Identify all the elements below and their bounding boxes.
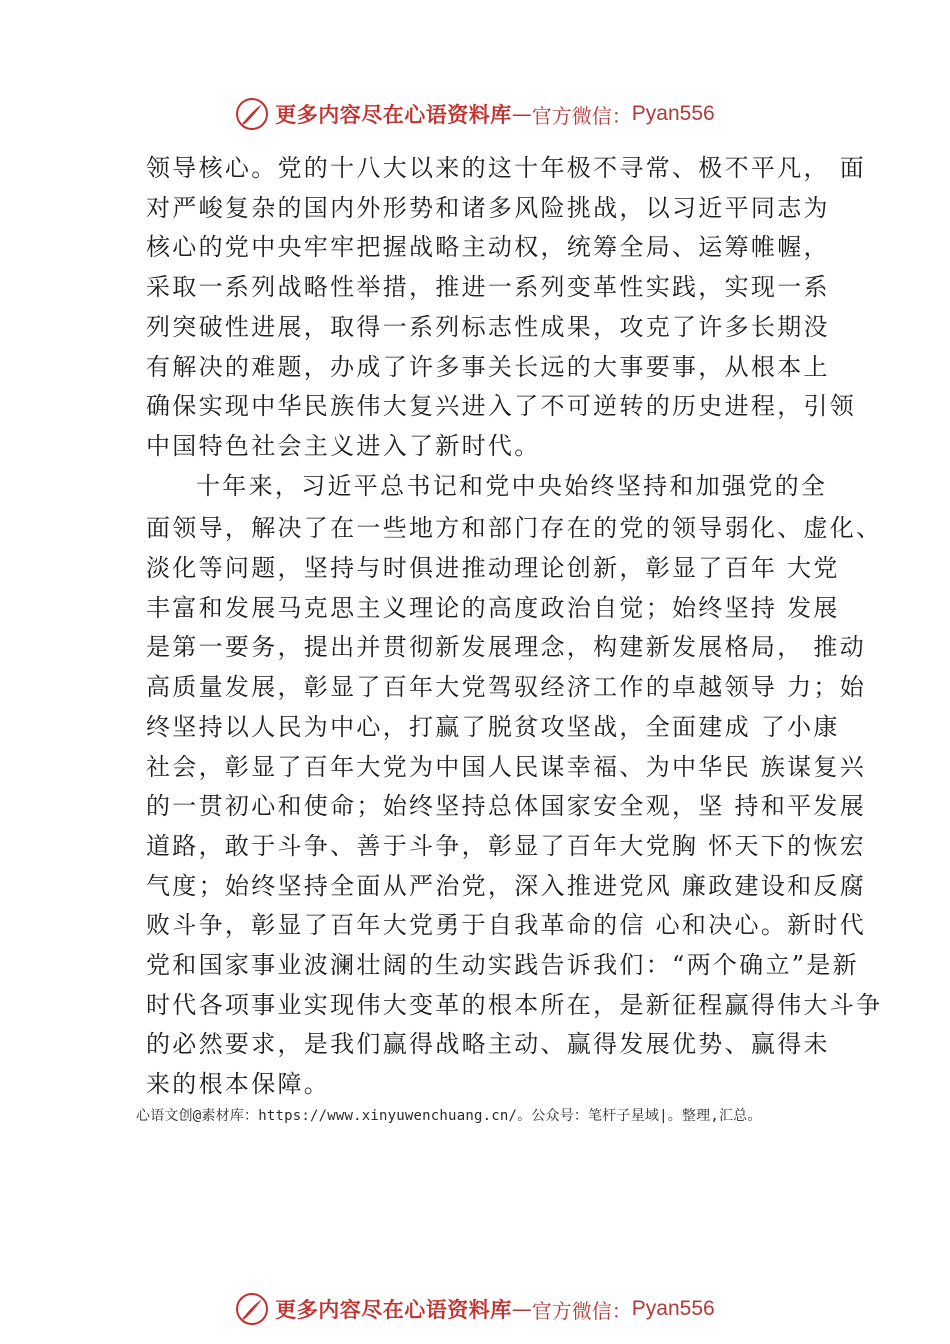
text-line: 列突破性进展，取得一系列标志性成果，攻克了许多长期没 xyxy=(146,313,830,341)
text-line-paragraph-start: 十年来，习近平总书记和党中央始终坚持和加强党的全 xyxy=(196,472,828,500)
text-line: 有解决的难题，办成了许多事关长远的大事要事，从根本上 xyxy=(146,353,830,381)
footer-banner xyxy=(0,1289,950,1329)
banner-brand: 更多内容尽在心语资料库 xyxy=(275,1297,512,1322)
text-line: 面领导，解决了在一些地方和部门存在的党的领导弱化、虚化、 xyxy=(146,514,883,542)
text-line: 的必然要求，是我们赢得战略主动、赢得发展优势、赢得未 xyxy=(146,1030,830,1058)
banner-wechat-label: 官方微信： xyxy=(531,1298,632,1323)
text-line: 道路，敢于斗争、善于斗争，彰显了百年大党胸 怀天下的恢宏 xyxy=(146,832,867,860)
text-line: 终坚持以人民为中心，打赢了脱贫攻坚战，全面建成 了小康 xyxy=(146,713,840,741)
source-note: 心语文创@素材库：https://www.xinyuwenchuang.cn/。公众号：笔杆子星域|。整理,汇总。 xyxy=(136,1108,762,1124)
text-line: 的一贯初心和使命；始终坚持总体国家安全观，坚 持和平发展 xyxy=(146,792,867,820)
text-line: 淡化等问题，坚持与时俱进推动理论创新，彰显了百年 大党 xyxy=(146,554,840,582)
banner-brand: 更多内容尽在心语资料库 xyxy=(275,102,512,127)
text-line: 党和国家事业波澜壮阔的生动实践告诉我们：“两个确立”是新 xyxy=(146,951,859,979)
banner-separator: — xyxy=(511,1297,532,1321)
banner-wechat-id: Pyan556 xyxy=(631,1297,715,1320)
banner-wechat-label: 官方微信： xyxy=(531,103,632,128)
text-line: 来的根本保障。 xyxy=(146,1070,331,1098)
text-line: 采取一系列战略性举措，推进一系列变革性实践，实现一系 xyxy=(146,273,830,301)
text-line: 气度；始终坚持全面从严治党，深入推进党风 廉政建设和反腐 xyxy=(146,872,867,900)
text-line: 核心的党中央牢牢把握战略主动权，统筹全局、运筹帷幄， xyxy=(146,233,830,261)
text-line: 败斗争，彰显了百年大党勇于自我革命的信 心和决心。新时代 xyxy=(146,911,867,939)
text-line: 确保实现中华民族伟大复兴进入了不可逆转的历史进程，引领 xyxy=(146,392,857,420)
text-line: 时代各项事业实现伟大变革的根本所在，是新征程赢得伟大斗争 xyxy=(146,991,883,1019)
quill-logo-icon xyxy=(235,97,269,131)
banner-wechat-id: Pyan556 xyxy=(631,102,715,125)
text-line: 社会，彰显了百年大党为中国人民谋幸福、为中华民 族谋复兴 xyxy=(146,753,867,781)
header-banner xyxy=(0,94,950,134)
text-line: 高质量发展，彰显了百年大党驾驭经济工作的卓越领导 力；始 xyxy=(146,673,867,701)
quill-logo-icon xyxy=(235,1292,269,1326)
text-line: 中国特色社会主义进入了新时代。 xyxy=(146,432,541,460)
text-line: 丰富和发展马克思主义理论的高度政治自觉；始终坚持 发展 xyxy=(146,594,840,622)
banner-separator: — xyxy=(511,102,532,126)
text-line: 领导核心。党的十八大以来的这十年极不寻常、极不平凡， 面 xyxy=(146,154,867,182)
text-line: 是第一要务，提出并贯彻新发展理念，构建新发展格局， 推动 xyxy=(146,633,867,661)
text-line: 对严峻复杂的国内外形势和诸多风险挑战，以习近平同志为 xyxy=(146,194,830,222)
